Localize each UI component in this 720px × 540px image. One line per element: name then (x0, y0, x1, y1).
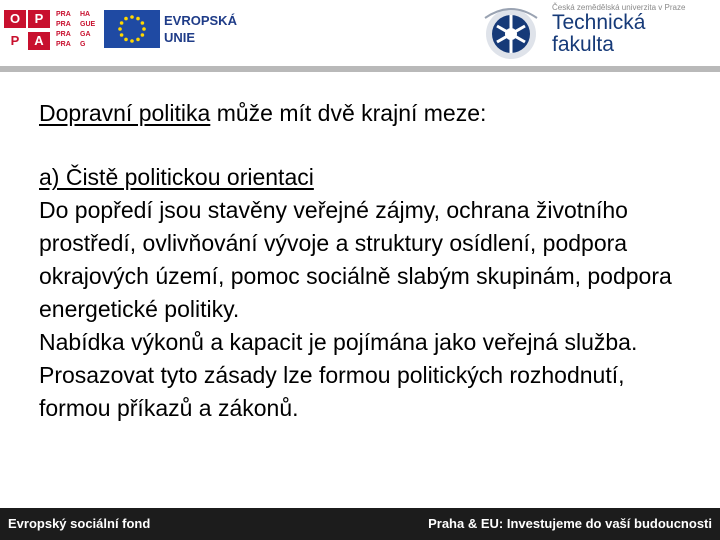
paragraph-3: Prosazovat tyto zásady lze formou politických rozhodnutí, formou příkazů a zákonů. (39, 362, 625, 421)
praha-cell: PRA (56, 11, 71, 18)
eu-flag-icon (104, 10, 160, 48)
praha-cell: HA (80, 11, 91, 18)
praha-cell: GA (80, 31, 91, 38)
faculty-emblem-icon (477, 4, 545, 62)
header-divider (0, 66, 720, 72)
faculty-name-line2: fakulta (552, 33, 614, 56)
praha-grid-logo (56, 10, 104, 50)
eu-label (164, 12, 237, 46)
spacer (39, 130, 699, 161)
oppa-letter-a: A (28, 32, 50, 50)
faculty-name (552, 12, 645, 56)
header-bar (0, 0, 720, 66)
footer-right-text: Praha & EU: Investujeme do vaší budoucnosti (428, 516, 712, 531)
praha-cell: PRA (56, 21, 71, 28)
praha-cell: G (80, 41, 86, 48)
eu-label-line2: UNIE (164, 30, 196, 45)
eu-label-line1: EVROPSKÁ (164, 13, 237, 28)
intro-line (39, 97, 699, 130)
footer-left-text: Evropský sociální fond (8, 516, 151, 531)
item-a-heading (39, 161, 699, 194)
praha-cell: PRA (56, 31, 71, 38)
paragraph-1: Do popředí jsou stavěny veřejné zájmy, ochrana životního prostředí, ovlivňování vývoje a struktury osídlení, podpora okrajových území, pomoc sociálně slabým skupinám, podpora energetické politiky. (39, 197, 672, 322)
praha-cell: PRA (56, 41, 71, 48)
oppa-letter-p2: P (4, 32, 26, 50)
topic-heading: Dopravní politika (39, 100, 211, 126)
oppa-letter-o: O (4, 10, 26, 28)
item-a-label: a) Čistě politickou orientaci (39, 164, 314, 190)
slide-body (39, 97, 699, 425)
faculty-name-line1: Technická (552, 11, 646, 34)
intro-text: může mít dvě krajní meze: (210, 100, 487, 126)
praha-cell: GUE (80, 21, 96, 28)
university-name: Česká zemědělská univerzita v Praze (552, 3, 686, 12)
oppa-letter-p1: P (28, 10, 50, 28)
oppa-logo (4, 10, 52, 52)
footer-bar (0, 508, 720, 540)
paragraph-2: Nabídka výkonů a kapacit je pojímána jako veřejná služba. (39, 329, 638, 355)
